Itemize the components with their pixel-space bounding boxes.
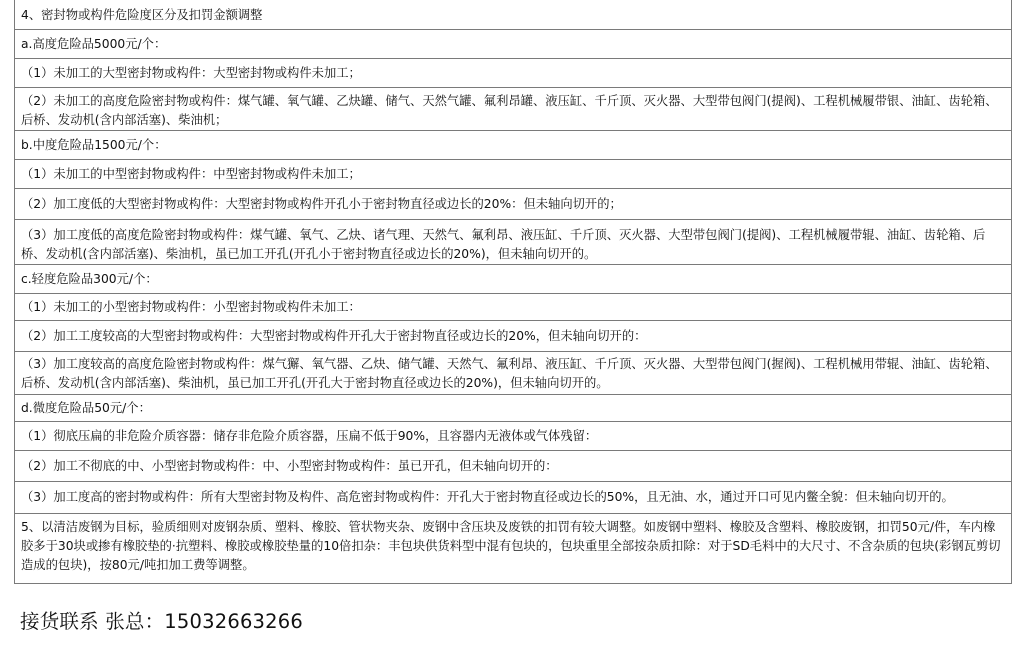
grade-b-heading: b.中度危险品1500元/个： [15,131,1011,160]
grade-c-item-3: （3）加工度较高的高度危险密封物或构件：煤气獬、氧气器、乙炔、储气罐、天然气、氟利昂、液压缸、千斤顶、灭火器、大型带包阀门(握阀)、工程机械用带辊、油缸、齿轮箱、后桥、发动机(含内部活塞)、柴油机，虽已加工开孔(开孔大于密封物直径或边长的20%)，但未轴向切开的。 [15,352,1011,395]
grade-c-item-1: （1）未加工的小型密封物或构件：小型密封物或构件未加工： [15,294,1011,321]
grade-c-item-2: （2）加工工度较高的大型密封物或构件：大型密封物或构件开孔大于密封物直径或边长的20%，但未轴向切开的： [15,321,1011,352]
grade-d-item-2: （2）加工不彻底的中、小型密封物或构件：中、小型密封物或构件：虽已开孔，但未轴向切开的： [15,451,1011,482]
contact-line: 接货联系 张总：15032663266 [20,610,303,633]
grade-a-item-2: （2）未加工的高度危险密封物或构件：煤气罐、氧气罐、乙炔罐、储气、天然气罐、氟利昂罐、液压缸、千斤顶、灭火器、大型带包阀门(提阀)、工程机械履带银、油缸、齿轮箱、后桥、发动机(含内部活塞)、柴油机； [15,88,1011,131]
grade-d-item-1: （1）彻底压扁的非危险介质容器：储存非危险介质容器，压扁不低于90%，且容器内无液体或气体残留： [15,422,1011,451]
grade-a-heading: a.高度危险品5000元/个： [15,30,1011,59]
grade-b-item-3: （3）加工度低的高度危险密封物或构件：煤气罐、氧气、乙炔、诸气理、天然气、氟利昂、液压缸、千斤顶、灭火器、大型带包阀门(提阀)、工程机械履带辊、油缸、齿轮箱、后桥、发动机(含内部活塞)、柴油机，虽已加工开孔(开孔小于密封物直径或边长的20%)，但未轴向切开的。 [15,220,1011,265]
section-4-heading: 4、密封物或构件危险度区分及扣罚金额调整 [15,0,1011,30]
grade-b-item-1: （1）未加工的中型密封物或构件：中型密封物或构件未加工； [15,160,1011,189]
grade-b-item-2: （2）加工度低的大型密封物或构件：大型密封物或构件开孔小于密封物直径或边长的20%：但未轴向切开的； [15,189,1011,220]
grade-d-heading: d.微度危险品50元/个： [15,395,1011,422]
section-5-paragraph: 5、以清洁废钢为目标，验质细则对废钢杂质、塑料、橡胶、管状物夹杂、废钢中含压块及废铁的扣罚有较大调整。如废钢中塑料、橡胶及含塑料、橡胶废钢，扣罚50元/件，车内橡胶多于30块或掺有橡胶垫的·抗塑料、橡胶或橡胶垫量的10倍扣杂：丰包块供货料型中混有包块的，包块重里全部按杂质扣除：对于SD毛料中的大尺寸、不含杂质的包块(彩钢瓦剪切造成的包块)，按80元/吨扣加工费等调整。 [15,514,1011,584]
rules-table [14,0,1012,584]
grade-d-item-3: （3）加工度高的密封物或构件：所有大型密封物及构件、高危密封物或构件：开孔大于密封物直径或边长的50%，且无油、水，通过开口可见内鳖全貌：但未轴向切开的。 [15,482,1011,514]
grade-c-heading: c.轻度危险品300元/个： [15,265,1011,294]
grade-a-item-1: （1）未加工的大型密封物或构件：大型密封物或构件未加工； [15,59,1011,88]
